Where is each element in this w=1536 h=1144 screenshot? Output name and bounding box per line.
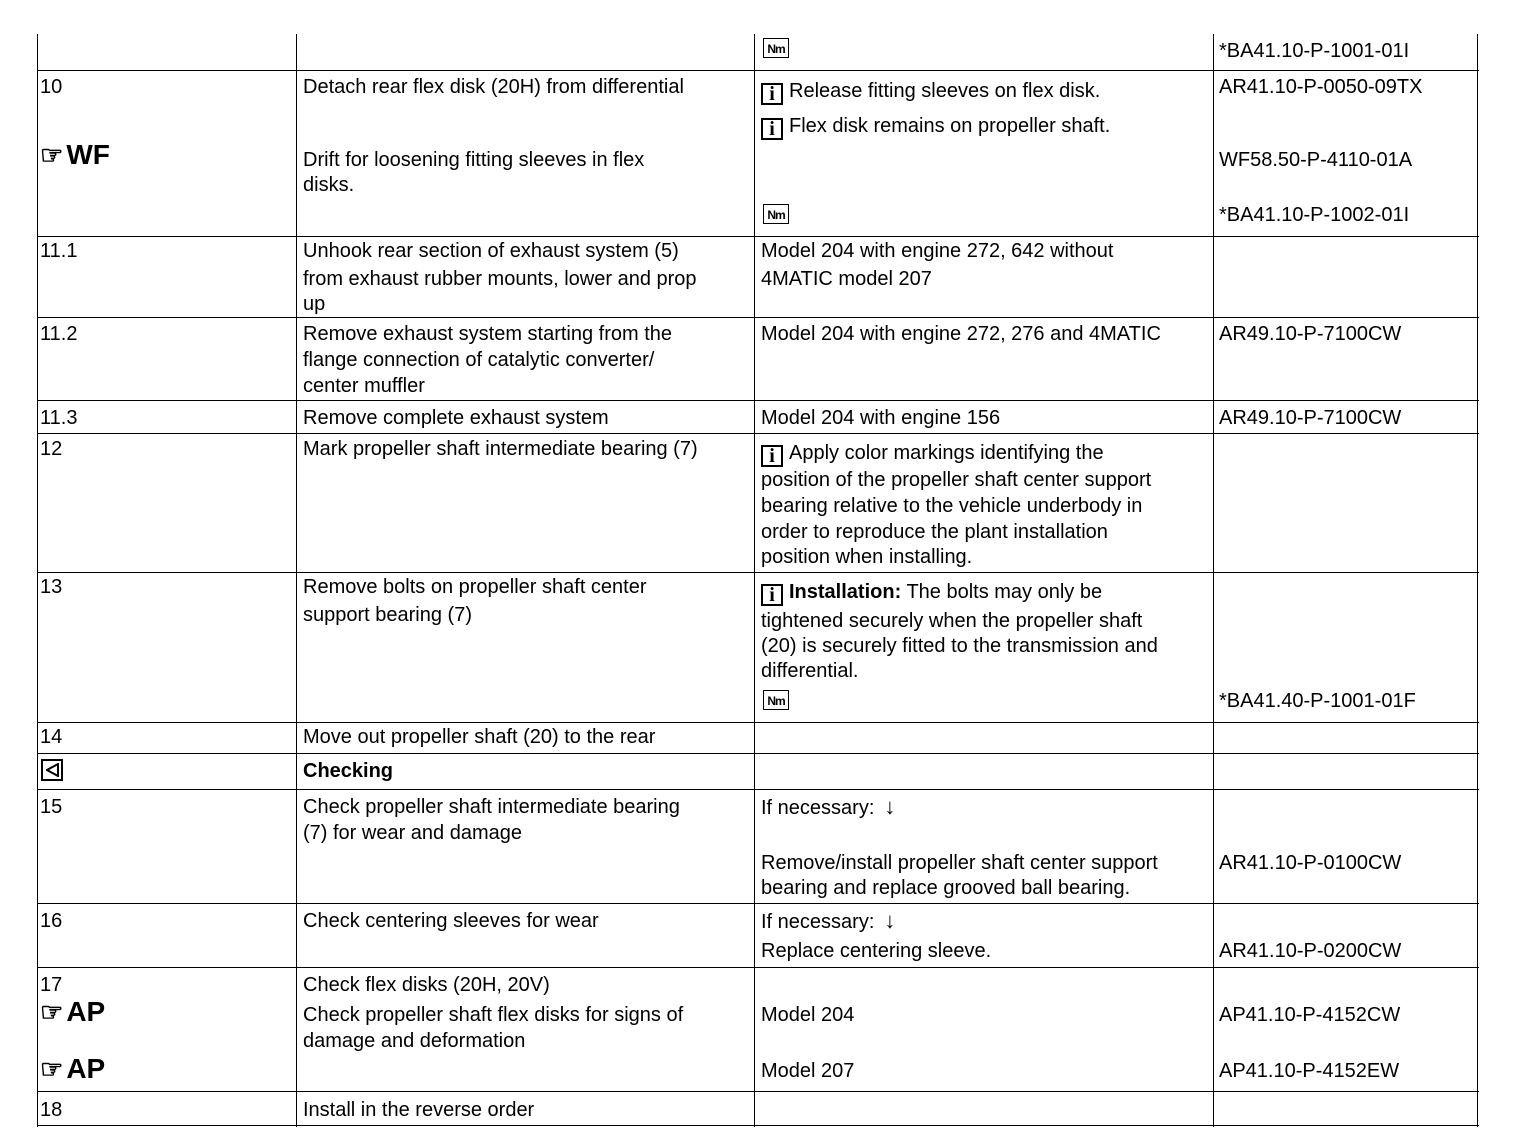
step-number: 16 — [40, 910, 63, 932]
step-number: 17 — [40, 974, 63, 996]
reference-link[interactable]: AP41.10-P-4152EW — [1219, 1060, 1400, 1082]
row-divider — [37, 722, 1479, 723]
row-divider — [37, 236, 1479, 237]
step-number: 11.3 — [40, 407, 78, 429]
note-line: If necessary: ↓ — [761, 908, 896, 933]
step-number: 11.2 — [40, 323, 78, 345]
reference-link[interactable]: *BA41.10-P-1001-01I — [1219, 40, 1410, 62]
note-line: i Flex disk remains on propeller shaft. — [761, 113, 1110, 140]
step-description: disks. — [303, 174, 355, 196]
reference-link[interactable]: AR49.10-P-7100CW — [1219, 323, 1402, 345]
step-description: support bearing (7) — [303, 604, 472, 626]
row-divider — [37, 572, 1479, 573]
step-description: Remove exhaust system starting from the — [303, 323, 673, 345]
procedure-table — [37, 34, 1479, 1127]
note-line: Model 204 with engine 272, 276 and 4MATIC — [761, 323, 1161, 345]
row-divider — [37, 753, 1479, 754]
step-description: Check centering sleeves for wear — [303, 910, 599, 932]
step-number: 18 — [40, 1099, 63, 1121]
reference-link[interactable]: AR41.10-P-0050-09TX — [1219, 76, 1423, 98]
torque-icon: Nm — [763, 204, 789, 224]
note-line: Model 207 — [761, 1060, 855, 1082]
info-icon: i — [761, 118, 783, 140]
step-description: up — [303, 293, 326, 315]
assembly-procedure-marker: ☞ AP — [40, 996, 106, 1027]
reference-link[interactable]: *BA41.10-P-1002-01I — [1219, 204, 1410, 226]
down-arrow-icon: ↓ — [884, 794, 896, 819]
step-number: 15 — [40, 796, 63, 818]
triangle-glyph — [46, 763, 60, 777]
note-line: tightened securely when the propeller shaft — [761, 610, 1143, 632]
info-icon: i — [761, 445, 783, 467]
note-line: i Installation: The bolts may only be — [761, 579, 1102, 606]
row-divider — [37, 433, 1479, 434]
row-divider — [37, 789, 1479, 790]
step-description: Move out propeller shaft (20) to the rear — [303, 726, 656, 748]
note-line: If necessary: ↓ — [761, 794, 896, 819]
workshop-tool-marker: ☞ WF — [40, 139, 110, 170]
table-border-right — [1477, 34, 1478, 1127]
reference-link[interactable]: AP41.10-P-4152CW — [1219, 1004, 1401, 1026]
reference-link[interactable]: AR41.10-P-0100CW — [1219, 852, 1402, 874]
row-divider — [37, 967, 1479, 968]
note-line: 4MATIC model 207 — [761, 268, 932, 290]
step-number: 13 — [40, 576, 63, 598]
note-line: order to reproduce the plant installation — [761, 521, 1108, 543]
step-description: from exhaust rubber mounts, lower and prop — [303, 268, 697, 290]
step-description: flange connection of catalytic converter/ — [303, 349, 655, 371]
step-description: (7) for wear and damage — [303, 822, 523, 844]
step-number: 11.1 — [40, 240, 78, 262]
step-description: center muffler — [303, 375, 425, 397]
row-divider — [37, 70, 1479, 71]
step-description: damage and deformation — [303, 1030, 526, 1052]
row-divider — [37, 1091, 1479, 1092]
step-description: Remove complete exhaust system — [303, 407, 609, 429]
down-arrow-icon: ↓ — [884, 908, 896, 933]
assembly-procedure-marker: ☞ AP — [40, 1053, 106, 1084]
reference-link[interactable]: AR41.10-P-0200CW — [1219, 940, 1402, 962]
note-line: Model 204 — [761, 1004, 855, 1026]
table-border-left — [37, 34, 38, 1127]
note-line: i Apply color markings identifying the — [761, 440, 1104, 467]
checking-triangle-icon — [41, 759, 63, 781]
reference-link[interactable]: *BA41.40-P-1001-01F — [1219, 690, 1416, 712]
note-line: Remove/install propeller shaft center support — [761, 852, 1158, 874]
step-description: Remove bolts on propeller shaft center — [303, 576, 647, 598]
info-icon: i — [761, 83, 783, 105]
step-description: Detach rear flex disk (20H) from differential — [303, 76, 684, 98]
note-line: bearing relative to the vehicle underbody in — [761, 495, 1143, 517]
step-description: Check propeller shaft flex disks for signs of — [303, 1004, 684, 1026]
step-description: Mark propeller shaft intermediate bearing (7) — [303, 438, 698, 460]
note-line: position when installing. — [761, 546, 973, 568]
row-divider — [37, 903, 1479, 904]
column-divider — [754, 34, 755, 1127]
pointing-hand-icon: ☞ — [40, 1054, 64, 1084]
step-description: Unhook rear section of exhaust system (5) — [303, 240, 679, 262]
step-number: 12 — [40, 438, 63, 460]
table-border-bottom — [37, 1125, 1479, 1126]
step-description: Check propeller shaft intermediate bearing — [303, 796, 680, 818]
step-description: Drift for loosening fitting sleeves in flex — [303, 149, 645, 171]
note-line: position of the propeller shaft center support — [761, 469, 1152, 491]
torque-icon: Nm — [763, 38, 789, 58]
note-line: Replace centering sleeve. — [761, 940, 992, 962]
note-line: Model 204 with engine 156 — [761, 407, 1001, 429]
note-line: differential. — [761, 660, 859, 682]
reference-link[interactable]: AR49.10-P-7100CW — [1219, 407, 1402, 429]
note-line: i Release fitting sleeves on flex disk. — [761, 78, 1100, 105]
step-number: 14 — [40, 726, 63, 748]
row-divider — [37, 317, 1479, 318]
step-description: Install in the reverse order — [303, 1099, 535, 1121]
step-description: Check flex disks (20H, 20V) — [303, 974, 550, 996]
column-divider — [1213, 34, 1214, 1127]
note-line: (20) is securely fitted to the transmission and — [761, 635, 1158, 657]
pointing-hand-icon: ☞ — [40, 997, 64, 1027]
info-icon: i — [761, 584, 783, 606]
note-line: bearing and replace grooved ball bearing. — [761, 877, 1131, 899]
row-divider — [37, 400, 1479, 401]
torque-icon: Nm — [763, 690, 789, 710]
note-line: Model 204 with engine 272, 642 without — [761, 240, 1114, 262]
section-heading: Checking — [303, 760, 394, 782]
step-number: 10 — [40, 76, 63, 98]
column-divider — [296, 34, 297, 1127]
pointing-hand-icon: ☞ — [40, 140, 64, 170]
reference-link[interactable]: WF58.50-P-4110-01A — [1219, 149, 1413, 171]
